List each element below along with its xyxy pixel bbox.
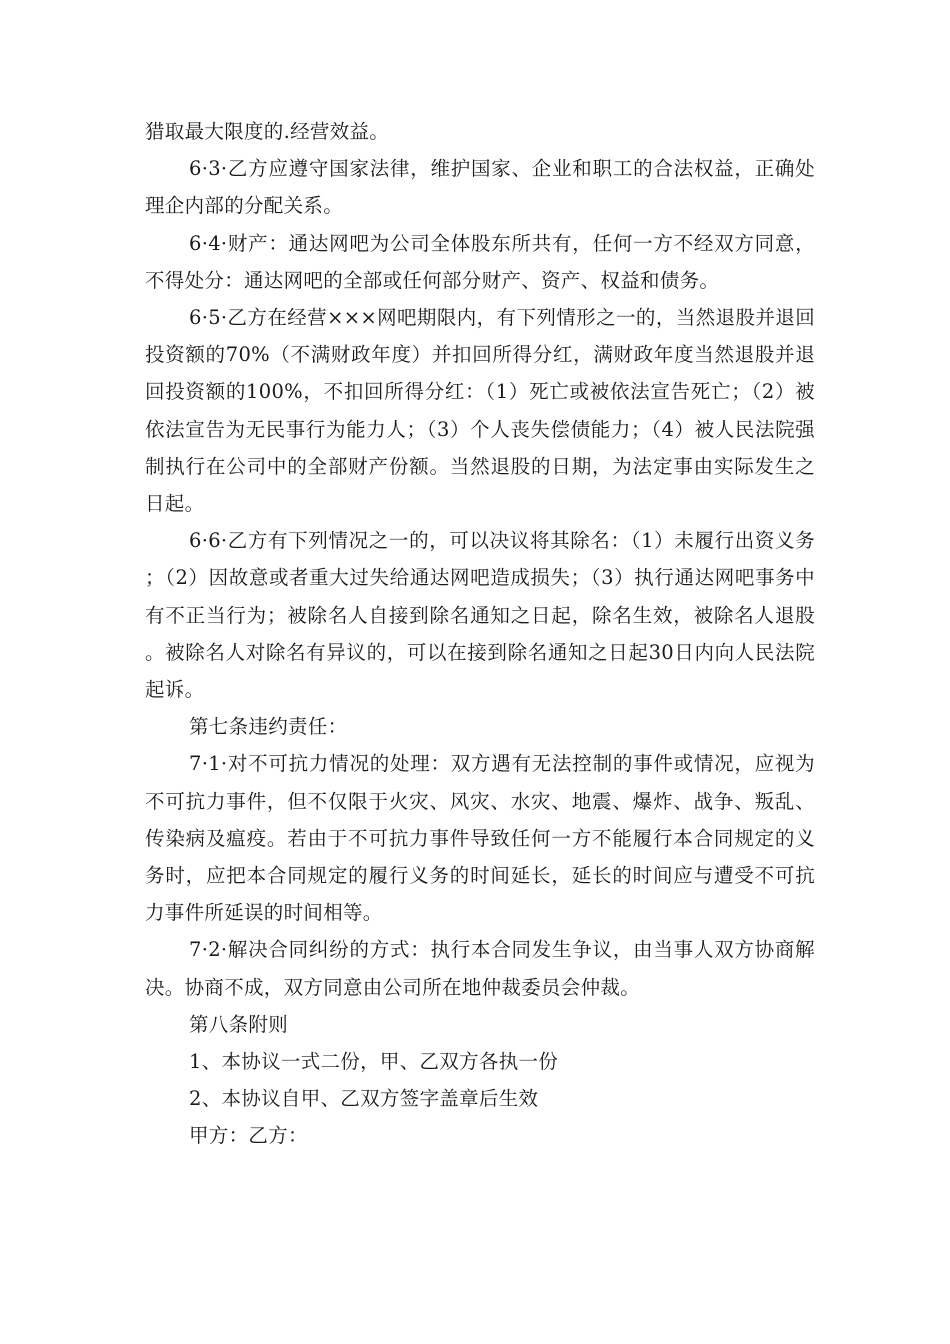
heading-article-7: 第七条违约责任： (189, 715, 348, 739)
paragraph-clause-7-1: 7·1·对不可抗力情况的处理：双方遇有无法控制的事件或情况，应视为不可抗力事件，但不仅限于火灾、风灾、水灾、地震、爆炸、战争、叛乱、传染病及瘟疫。若由于不可抗力事件导致任何一方不能履行本合同规定的义务时，应把本合同规定的履行义务的时间延长，延长的时间应与遭受不可抗力事件所延误的时间相等。 (145, 752, 815, 925)
paragraph-clause-6-5: 6·5·乙方在经营×××网吧期限内，有下列情形之一的，当然退股并退回投资额的70%（不满财政年度）并扣回所得分红，满财政年度当然退股并退回投资额的100%，不扣回所得分红：（1）死亡或被依法宣告死亡；（2）被依法宣告为无民事行为能力人；（3）个人丧失偿债能力；（4）被人民法院强制执行在公司中的全部财产份额。当然退股的日期，为法定事由实际发生之日起。 (145, 306, 815, 516)
paragraph-copies: 1、本协议一式二份，甲、乙双方各执一份 (189, 1050, 559, 1074)
paragraph-clause-6-4: 6·4·财产：通达网吧为公司全体股东所共有，任何一方不经双方同意，不得处分：通达网吧的全部或任何部分财产、资产、权益和债务。 (145, 231, 815, 292)
paragraph-clause-7-2: 7·2·解决合同纠纷的方式：执行本合同发生争议，由当事人双方协商解决。协商不成，双方同意由公司所在地仲裁委员会仲裁。 (145, 938, 815, 999)
paragraph-effective: 2、本协议自甲、乙双方签字盖章后生效 (189, 1087, 539, 1111)
document-body (145, 113, 815, 1155)
heading-article-8: 第八条附则 (189, 1012, 289, 1036)
signature-line: 甲方：乙方： (189, 1124, 308, 1148)
paragraph-clause-6-6: 6·6·乙方有下列情况之一的，可以决议将其除名：（1）未履行出资义务；（2）因故意或者重大过失给通达网吧造成损失；（3）执行通达网吧事务中有不正当行为；被除名人自接到除名通知之日起，除名生效，被除名人退股。被除名人对除名有异议的，可以在接到除名通知之日起30日内向人民法院起诉。 (145, 529, 815, 702)
paragraph-continuation: 猎取最大限度的.经营效益。 (145, 120, 390, 143)
paragraph-clause-6-3: 6·3·乙方应遵守国家法律，维护国家、企业和职工的合法权益，正确处理企内部的分配关系。 (145, 157, 815, 218)
